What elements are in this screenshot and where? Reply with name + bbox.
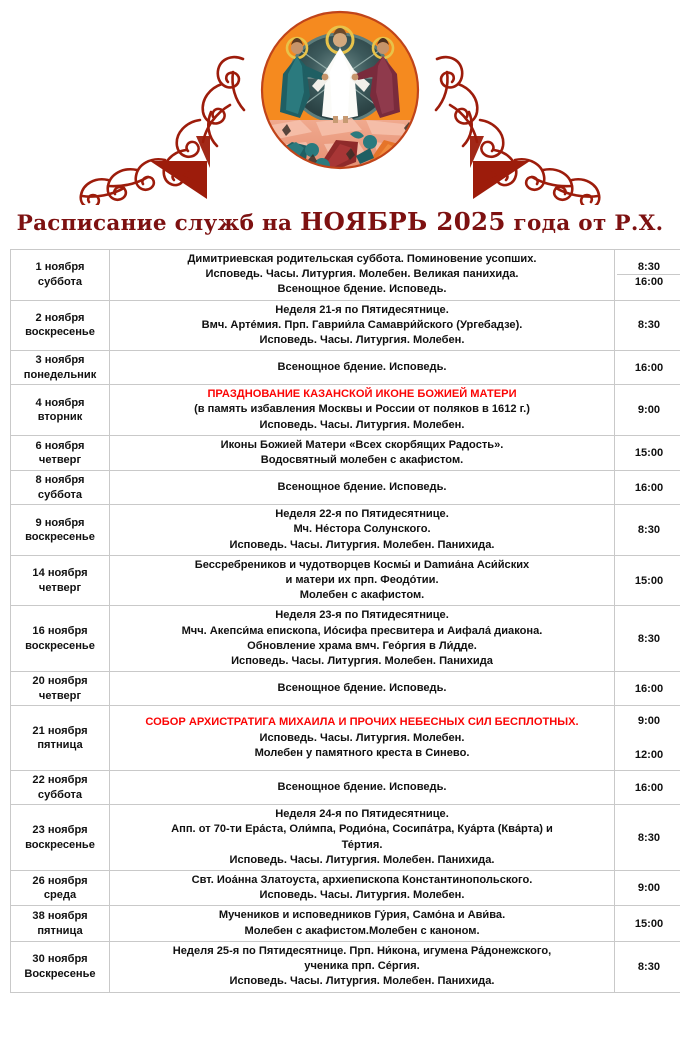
schedule-description-line: Исповедь. Часы. Литургия. Молебен.	[259, 418, 465, 431]
schedule-time-value: 8:30	[617, 260, 680, 275]
schedule-description-line: Мучеников и исповедников Гу́рия, Само́на и Ави́ва.	[218, 909, 506, 922]
schedule-time-cell	[615, 555, 680, 606]
schedule-time-stack	[617, 315, 680, 335]
schedule-description-cell	[110, 385, 615, 436]
schedule-description-line: Исповедь. Часы. Литургия. Молебен. Панихида	[231, 655, 493, 668]
schedule-time-value: 8:30	[637, 632, 661, 645]
schedule-description-line: Исповедь. Часы. Литургия. Молебен.	[259, 731, 465, 744]
schedule-date-cell	[11, 906, 110, 941]
schedule-time-value: 15:00	[634, 917, 664, 930]
decorative-flourish-left-wedge	[150, 136, 210, 199]
table-row	[11, 505, 680, 556]
table-row	[11, 471, 680, 505]
schedule-time-cell	[615, 805, 680, 871]
schedule-time-cell	[615, 606, 680, 672]
schedule-date-day: 23 ноября	[32, 824, 88, 837]
schedule-date-cell	[11, 941, 110, 992]
schedule-date-weekday: суббота	[37, 788, 83, 801]
schedule-description-line: Молебен у памятного креста в Синево.	[254, 746, 470, 759]
schedule-description-line: Неделя 22-я по Пятидесятнице.	[275, 508, 449, 521]
schedule-time-value: 9:00	[637, 715, 661, 728]
schedule-description-line: (в память избавления Москвы и России от поляков в 1612 г.)	[194, 403, 530, 416]
page-title-prefix: Расписание служб на	[16, 211, 301, 236]
schedule-description-cell	[110, 300, 615, 351]
schedule-time-stack	[617, 400, 680, 420]
schedule-time-stack	[617, 478, 680, 498]
schedule-description-line: Исповедь. Часы. Литургия. Молебен. Панихида.	[229, 975, 495, 988]
schedule-time-stack	[617, 828, 680, 848]
schedule-date-cell	[11, 555, 110, 606]
schedule-date-cell	[11, 805, 110, 871]
schedule-description-cell	[110, 941, 615, 992]
page-title	[0, 205, 680, 241]
schedule-date-day: 3 ноября	[35, 354, 85, 367]
schedule-time-cell	[615, 300, 680, 351]
schedule-table	[10, 249, 680, 993]
schedule-description-line: Мч. Не́стора Солунского.	[293, 523, 431, 536]
schedule-time-cell	[615, 706, 680, 771]
table-row	[11, 385, 680, 436]
schedule-description-cell	[110, 250, 615, 301]
schedule-description-line: Иконы Божией Матери «Всех скорбящих Радость».	[220, 438, 504, 451]
schedule-description-line: ученика прп. Се́ргия.	[304, 960, 420, 973]
schedule-date-day: 8 ноября	[35, 474, 85, 487]
schedule-date-day: 30 ноября	[32, 953, 88, 966]
schedule-date-cell	[11, 471, 110, 505]
schedule-description-line: Бессребреников и чудотворцев Космы́ и Damиа́на Аси́йских	[194, 558, 530, 571]
schedule-description-line: Всенощное бдение. Исповедь.	[277, 481, 447, 494]
schedule-time-cell	[615, 672, 680, 706]
schedule-description-line: Исповедь. Часы. Литургия. Молебен. Великая панихида.	[205, 268, 519, 281]
schedule-time-value: 15:00	[634, 574, 664, 587]
table-row	[11, 706, 680, 771]
table-row	[11, 941, 680, 992]
schedule-date-weekday: пятница	[37, 924, 83, 937]
schedule-time-stack	[617, 443, 680, 463]
table-row	[11, 906, 680, 941]
table-row	[11, 805, 680, 871]
schedule-description-cell	[110, 471, 615, 505]
schedule-date-day: 21 ноября	[32, 724, 88, 737]
schedule-time-stack	[617, 260, 680, 289]
schedule-date-weekday: воскресенье	[25, 639, 95, 652]
schedule-container	[0, 249, 680, 993]
schedule-date-cell	[11, 435, 110, 470]
schedule-date-cell	[11, 505, 110, 556]
schedule-date-day: 9 ноября	[35, 516, 85, 529]
schedule-time-cell	[615, 941, 680, 992]
schedule-description-cell	[110, 351, 615, 385]
schedule-description-cell	[110, 505, 615, 556]
table-row	[11, 555, 680, 606]
schedule-date-weekday: суббота	[37, 488, 83, 501]
schedule-time-stack	[617, 358, 680, 378]
schedule-description-line: Обновление храма вмч. Гео́ргия в Ли́дде.	[247, 639, 477, 652]
schedule-description-cell	[110, 606, 615, 672]
schedule-description-line: Водосвятный молебен с акафистом.	[260, 454, 464, 467]
schedule-date-day: 16 ноября	[32, 625, 88, 638]
schedule-time-value: 9:00	[637, 404, 661, 417]
schedule-time-stack	[617, 878, 680, 898]
schedule-date-cell	[11, 300, 110, 351]
schedule-description-cell	[110, 906, 615, 941]
schedule-date-cell	[11, 385, 110, 436]
schedule-description-cell	[110, 706, 615, 771]
schedule-date-weekday: пятница	[37, 739, 83, 752]
schedule-date-weekday: четверг	[38, 689, 82, 702]
schedule-description-cell	[110, 435, 615, 470]
table-row	[11, 672, 680, 706]
schedule-description-line: Исповедь. Часы. Литургия. Молебен. Панихида.	[229, 538, 495, 551]
decorative-flourish-left	[81, 57, 244, 205]
schedule-time-stack	[617, 914, 680, 934]
schedule-time-value: 16:00	[634, 781, 664, 794]
schedule-time-stack	[617, 778, 680, 798]
schedule-date-cell	[11, 250, 110, 301]
schedule-date-day: 20 ноября	[32, 675, 88, 688]
schedule-description-line: Вмч. Арте́мия. Прп. Гаврии́ла Самаври́йского (Ургебадзе).	[201, 318, 523, 331]
schedule-time-value: 15:00	[634, 447, 664, 460]
schedule-time-cell	[615, 351, 680, 385]
page-title-container	[0, 205, 680, 249]
schedule-description-line-highlight: СОБОР АРХИСТРАТИГА МИХАИЛА И ПРОЧИХ НЕБЕСНЫХ СИЛ БЕСПЛОТНЫХ.	[145, 716, 579, 729]
schedule-time-stack	[617, 520, 680, 540]
schedule-description-line: Неделя 21-я по Пятидесятнице.	[275, 303, 449, 316]
schedule-description-line: Всенощное бдение. Исповедь.	[277, 781, 447, 794]
schedule-time-stack	[617, 571, 680, 591]
schedule-time-value: 16:00	[634, 682, 664, 695]
schedule-description-line: Димитриевская родительская суббота. Поминовение усопших.	[187, 253, 537, 265]
schedule-description-line: и матери их прп. Феодо́тии.	[285, 574, 439, 587]
schedule-date-day: 6 ноября	[35, 439, 85, 452]
schedule-description-line: Всенощное бдение. Исповедь.	[277, 682, 447, 695]
schedule-date-cell	[11, 672, 110, 706]
schedule-description-line: Исповедь. Часы. Литургия. Молебен. Панихида.	[229, 853, 495, 866]
table-row	[11, 351, 680, 385]
schedule-description-line: Исповедь. Часы. Литургия. Молебен.	[259, 334, 465, 347]
schedule-description-line: Молебен с акафистом.Молебен с каноном.	[244, 924, 480, 937]
table-row	[11, 300, 680, 351]
schedule-date-cell	[11, 871, 110, 906]
schedule-table-body	[11, 250, 680, 993]
schedule-date-day: 2 ноября	[35, 311, 85, 324]
schedule-time-stack	[617, 629, 680, 649]
schedule-description-line: Те́ртия.	[341, 838, 383, 851]
schedule-date-weekday: воскресенье	[25, 838, 95, 851]
table-row	[11, 771, 680, 805]
schedule-time-cell	[615, 906, 680, 941]
schedule-description-line: Молебен с акафистом.	[299, 589, 425, 602]
schedule-date-day: 14 ноября	[32, 567, 88, 580]
table-row	[11, 871, 680, 906]
schedule-date-day: 38 ноября	[32, 910, 88, 923]
schedule-description-line: Исповедь. Часы. Литургия. Молебен.	[259, 889, 465, 902]
schedule-date-weekday: вторник	[37, 411, 83, 424]
schedule-description-line: Всенощное бдение. Исповедь.	[277, 283, 447, 296]
schedule-time-stack	[617, 679, 680, 699]
schedule-description-line: Свт. Иоа́нна Златоуста, архиепископа Константинопольского.	[191, 874, 533, 887]
schedule-description-line: Неделя 23-я по Пятидесятнице.	[275, 609, 449, 622]
page-title-month-year: НОЯБРЬ 2025	[300, 207, 506, 236]
schedule-description-cell	[110, 805, 615, 871]
schedule-date-weekday: Воскресенье	[24, 967, 96, 980]
schedule-time-cell	[615, 771, 680, 805]
schedule-date-cell	[11, 351, 110, 385]
schedule-time-value: 16:00	[634, 276, 664, 289]
schedule-date-cell	[11, 706, 110, 771]
schedule-date-weekday: четверг	[38, 454, 82, 467]
schedule-time-cell	[615, 471, 680, 505]
schedule-description-line: Апп. от 70-ти Ера́ста, Оли́мпа, Родио́на, Сосипа́тра, Куа́рта (Ква́рта) и	[171, 823, 553, 836]
schedule-date-cell	[11, 771, 110, 805]
table-row	[11, 250, 680, 301]
schedule-time-stack	[617, 708, 680, 768]
decorative-flourish-right-wedge	[470, 136, 530, 199]
schedule-description-line: Неделя 24-я по Пятидесятнице.	[275, 808, 449, 821]
decorative-flourish-right	[436, 57, 599, 205]
schedule-date-day: 1 ноября	[35, 261, 85, 274]
schedule-time-value: 8:30	[637, 831, 661, 844]
schedule-time-cell	[615, 250, 680, 301]
schedule-time-stack	[617, 957, 680, 977]
schedule-time-cell	[615, 385, 680, 436]
schedule-time-cell	[615, 435, 680, 470]
page-title-suffix: года от Р.Х.	[505, 211, 664, 236]
schedule-description-line: Всенощное бдение. Исповедь.	[277, 361, 447, 374]
schedule-date-day: 26 ноября	[32, 874, 88, 887]
schedule-date-day: 22 ноября	[32, 774, 88, 787]
schedule-description-cell	[110, 555, 615, 606]
schedule-time-value: 12:00	[634, 749, 664, 762]
schedule-date-weekday: воскресенье	[25, 531, 95, 544]
schedule-description-cell	[110, 771, 615, 805]
schedule-date-weekday: среда	[43, 889, 77, 902]
schedule-date-weekday: суббота	[37, 275, 83, 288]
schedule-date-cell	[11, 606, 110, 672]
schedule-description-cell	[110, 871, 615, 906]
transfiguration-icon	[262, 12, 418, 174]
schedule-time-value: 8:30	[637, 319, 661, 332]
schedule-time-cell	[615, 505, 680, 556]
schedule-date-weekday: понедельник	[23, 368, 97, 381]
schedule-time-value: 8:30	[637, 960, 661, 973]
schedule-time-value: 8:30	[637, 524, 661, 537]
schedule-date-weekday: четверг	[38, 581, 82, 594]
schedule-date-day: 4 ноября	[35, 396, 85, 409]
schedule-time-value: 16:00	[634, 481, 664, 494]
schedule-description-line-highlight: ПРАЗДНОВАНИЕ КАЗАНСКОЙ ИКОНЕ БОЖИЕЙ МАТЕРИ	[207, 388, 517, 401]
schedule-time-value: 9:00	[637, 882, 661, 895]
schedule-time-value: 16:00	[634, 361, 664, 374]
header-artwork	[0, 0, 680, 205]
table-row	[11, 435, 680, 470]
schedule-date-weekday: воскресенье	[25, 326, 95, 339]
schedule-description-line: Мчч. Акепси́ма епископа, Ио́сифа пресвитера и Аифала́ диакона.	[181, 624, 543, 637]
schedule-time-cell	[615, 871, 680, 906]
schedule-description-line: Неделя 25-я по Пятидесятнице. Прп. Ни́кона, игумена Ра́донежского,	[172, 944, 552, 957]
schedule-description-cell	[110, 672, 615, 706]
table-row	[11, 606, 680, 672]
